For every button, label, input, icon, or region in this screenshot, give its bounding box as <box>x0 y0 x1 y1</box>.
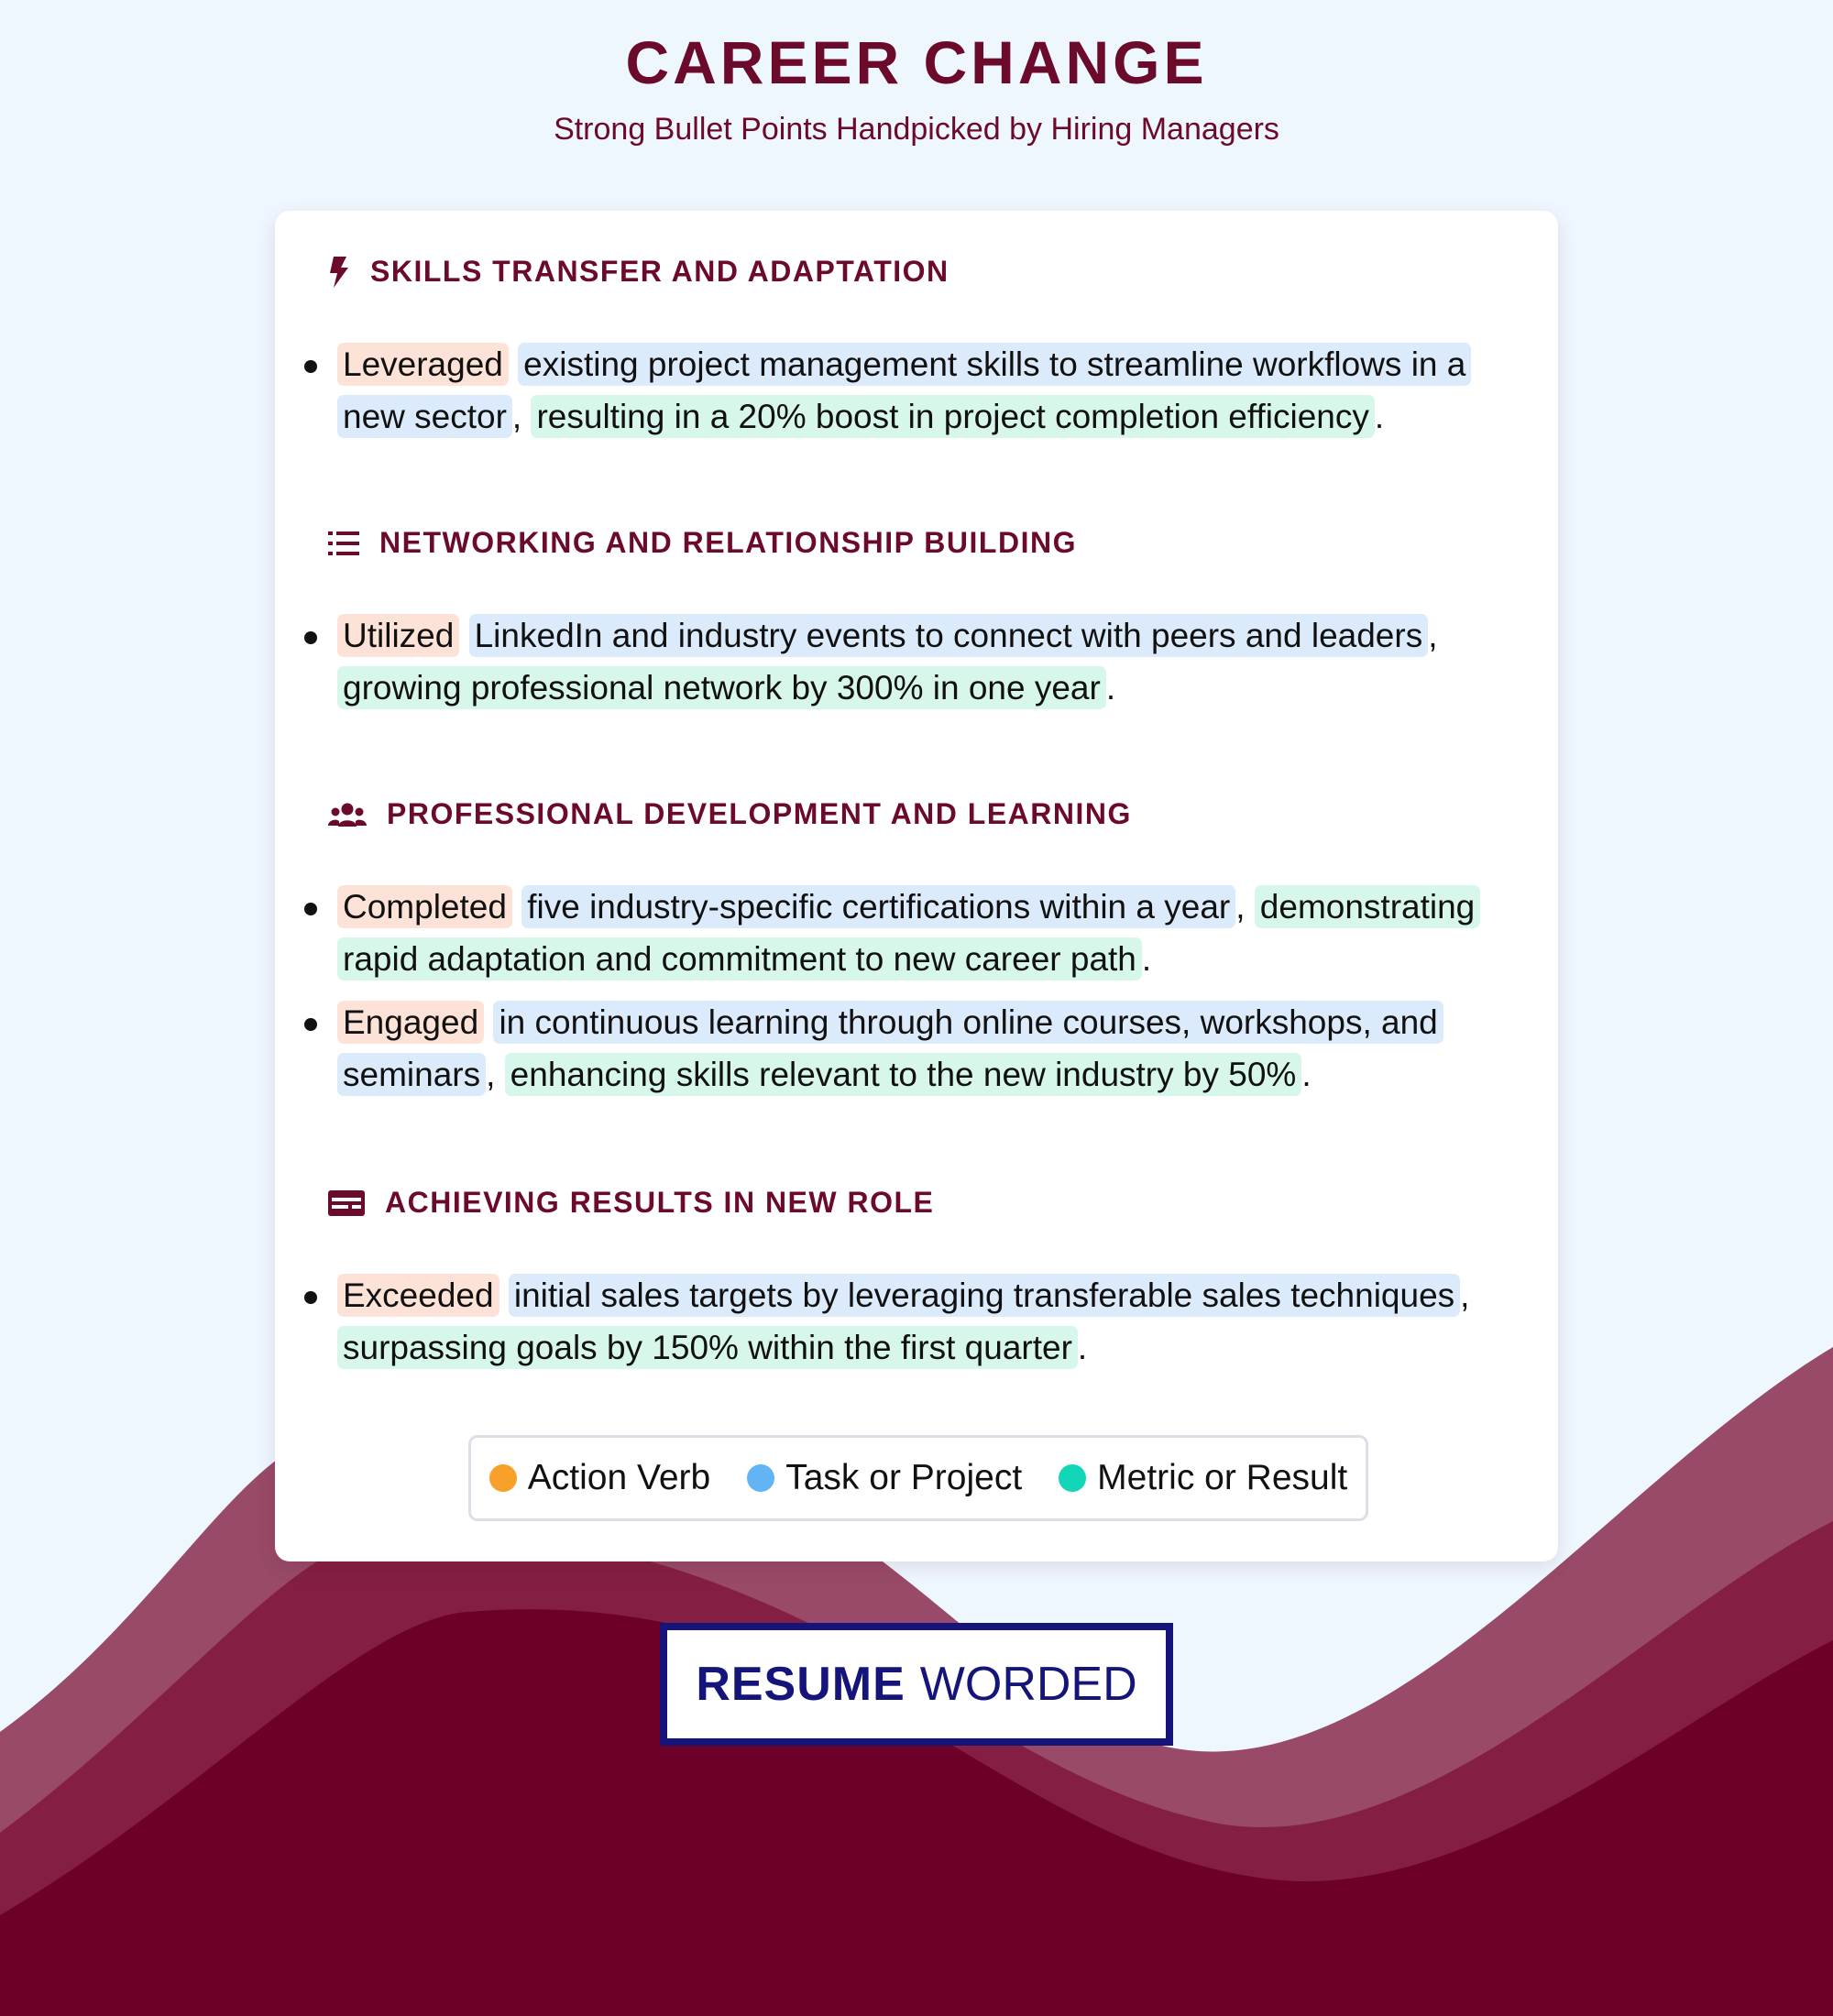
section-heading-networking <box>328 526 1077 560</box>
bullet-point <box>304 609 1532 714</box>
bullet-dot <box>304 360 317 373</box>
highlight-legend <box>468 1435 1368 1521</box>
metric-or-result: resulting in a 20% boost in project completion efficiency <box>531 395 1374 438</box>
metric-or-result: surpassing goals by 150% within the first quarter <box>337 1326 1078 1369</box>
bullet-dot <box>304 631 317 644</box>
action-verb: Completed <box>337 885 512 928</box>
task-or-project: in continuous learning through online courses, workshops, and seminars <box>337 1001 1443 1096</box>
task-or-project: LinkedIn and industry events to connect with peers and leaders <box>469 614 1429 657</box>
task-or-project: existing project management skills to streamline workflows in a new sector <box>337 343 1471 438</box>
legend-label: Metric or Result <box>1097 1458 1348 1497</box>
bullet-point <box>304 1269 1532 1374</box>
section-title: PROFESSIONAL DEVELOPMENT AND LEARNING <box>387 797 1132 830</box>
metric-or-result: growing professional network by 300% in one year <box>337 666 1106 709</box>
end-punctuation: . <box>1301 1056 1312 1093</box>
bullet-dot <box>304 1291 317 1304</box>
action-verb: Leveraged <box>337 343 509 386</box>
section-title: ACHIEVING RESULTS IN NEW ROLE <box>385 1186 935 1219</box>
section-title: SKILLS TRANSFER AND ADAPTATION <box>370 255 949 288</box>
bullet-dot <box>304 903 317 915</box>
metric-or-result: demonstrating rapid adaptation and commitment to new career path <box>337 885 1480 981</box>
bullet-dot <box>304 1018 317 1031</box>
legend-dot <box>1059 1464 1086 1492</box>
section-heading-professional-development <box>328 797 1132 831</box>
logo-light-text: WORDED <box>919 1658 1137 1711</box>
end-punctuation: . <box>1077 1329 1088 1366</box>
legend-label: Action Verb <box>527 1458 711 1497</box>
section-heading-skills-transfer <box>328 255 949 289</box>
separator: , <box>511 398 522 435</box>
task-or-project: initial sales targets by leveraging transferable sales techniques <box>509 1274 1460 1317</box>
action-verb: Utilized <box>337 614 459 657</box>
id-card-icon <box>328 1190 365 1216</box>
legend-item-task-or-project <box>747 1458 1022 1498</box>
bullet-point <box>304 881 1532 985</box>
task-or-project: five industry-specific certifications within a year <box>521 885 1235 928</box>
bullet-point <box>304 338 1532 443</box>
action-verb: Engaged <box>337 1001 484 1044</box>
page-subtitle: Strong Bullet Points Handpicked by Hiring Managers <box>554 112 1279 147</box>
separator: , <box>1235 888 1246 926</box>
end-punctuation: . <box>1141 940 1152 978</box>
metric-or-result: enhancing skills relevant to the new industry by 50% <box>505 1053 1302 1096</box>
lightning-bolt-icon <box>328 257 350 288</box>
page-title: CAREER CHANGE <box>625 28 1208 96</box>
legend-label: Task or Project <box>785 1458 1023 1497</box>
legend-item-action-verb <box>489 1458 710 1498</box>
section-title: NETWORKING AND RELATIONSHIP BUILDING <box>379 526 1077 559</box>
separator: , <box>1428 617 1438 654</box>
legend-dot <box>747 1464 774 1492</box>
legend-item-metric-or-result <box>1059 1458 1347 1498</box>
bullet-point <box>304 996 1532 1101</box>
list-icon <box>328 531 359 556</box>
legend-dot <box>489 1464 517 1492</box>
end-punctuation: . <box>1105 669 1116 707</box>
separator: , <box>1460 1276 1470 1314</box>
separator: , <box>486 1056 496 1093</box>
end-punctuation: . <box>1374 398 1385 435</box>
logo-strong-text: RESUME <box>696 1658 906 1711</box>
action-verb: Exceeded <box>337 1274 499 1317</box>
resume-worded-logo <box>660 1623 1173 1746</box>
bullet-points-card <box>275 211 1558 1561</box>
section-heading-achieving-results <box>328 1186 934 1220</box>
users-icon <box>328 802 367 827</box>
